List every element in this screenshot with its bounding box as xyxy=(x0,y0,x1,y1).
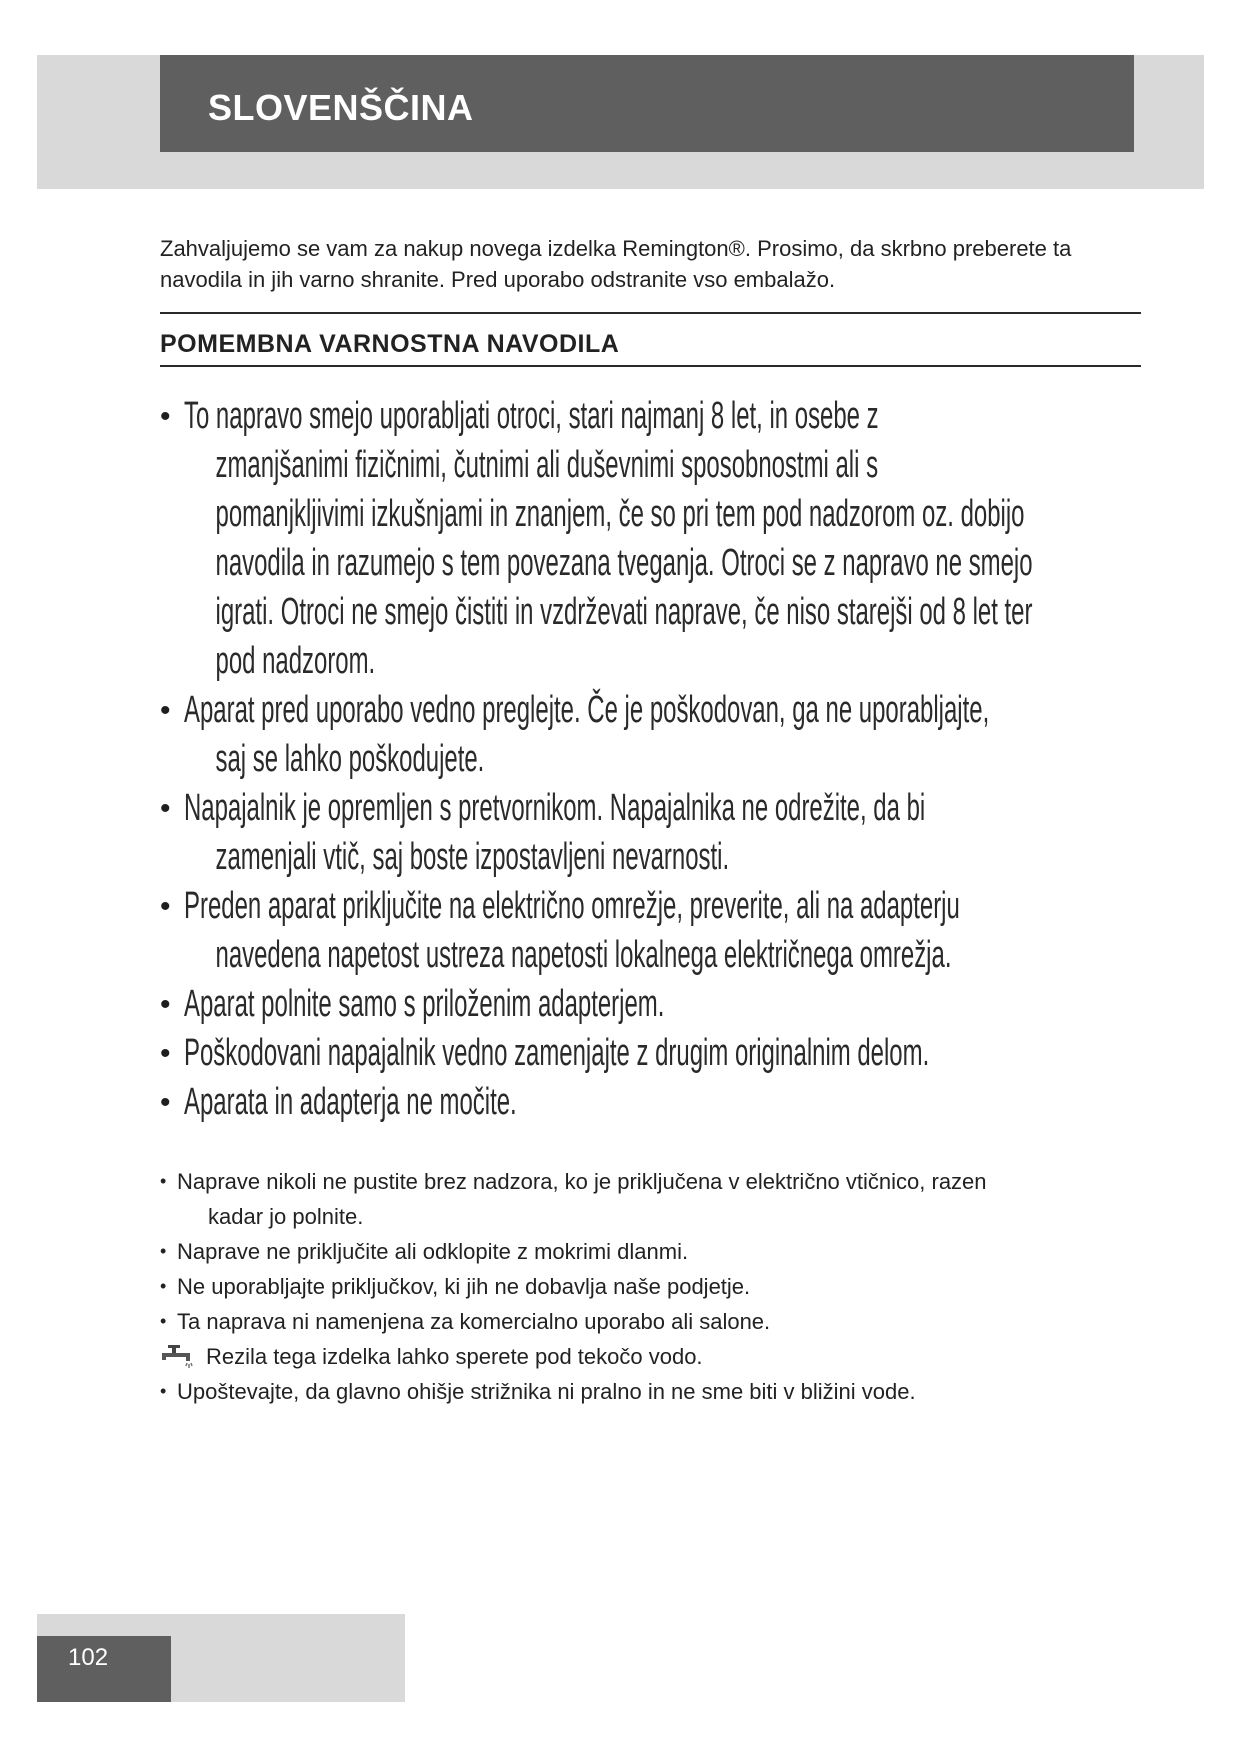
bullet: • xyxy=(160,1037,171,1070)
list-item-text xyxy=(184,784,1142,882)
list-item-text xyxy=(184,686,1142,784)
text-line: saj se lahko poškodujete. xyxy=(215,738,485,780)
bullet: • xyxy=(160,988,171,1021)
large-safety-list xyxy=(160,392,1145,1127)
intro-line: navodila in jih varno shranite. Pred uporabo odstranite vso embalažo. xyxy=(160,267,836,292)
text-line: Rezila tega izdelka lahko sperete pod tekočo vodo. xyxy=(206,1344,703,1369)
list-item xyxy=(160,686,1145,784)
water-tap-icon xyxy=(160,1342,198,1372)
text-line: zmanjšanimi fizičnimi, čutnimi ali duševnimi sposobnostmi ali s xyxy=(215,444,879,486)
text-line: pomanjkljivimi izkušnjami in znanjem, če so pri tem pod nadzorom oz. dobijo xyxy=(215,493,1025,535)
text-line: navedena napetost ustreza napetosti lokalnega električnega omrežja. xyxy=(215,934,952,976)
list-item xyxy=(160,1078,1145,1127)
list-item xyxy=(160,882,1145,980)
text-line: Aparat polnite samo s priloženim adapterjem. xyxy=(184,983,665,1025)
list-item-text xyxy=(184,980,1142,1029)
text-line: To napravo smejo uporabljati otroci, stari najmanj 8 let, in osebe z xyxy=(184,395,879,437)
bullet: • xyxy=(160,1311,167,1331)
text-line: Ne uporabljajte priključkov, ki jih ne dobavlja naše podjetje. xyxy=(177,1274,751,1299)
page-number: 102 xyxy=(68,1644,109,1671)
text-line: igrati. Otroci ne smejo čistiti in vzdrževati naprave, če niso starejši od 8 let ter xyxy=(215,591,1033,633)
text-line: kadar jo polnite. xyxy=(208,1204,364,1229)
list-item-text xyxy=(184,882,1142,980)
list-item xyxy=(160,980,1145,1029)
list-item xyxy=(160,1164,1150,1234)
text-line: navodila in razumejo s tem povezana tveganja. Otroci se z napravo ne smejo xyxy=(215,542,1033,584)
list-item xyxy=(160,1029,1145,1078)
bullet: • xyxy=(160,792,171,825)
list-item-text xyxy=(184,1029,1142,1078)
text-line: Napajalnik je opremljen s pretvornikom. Napajalnika ne odrežite, da bi xyxy=(184,787,926,829)
list-item xyxy=(160,392,1145,686)
list-item xyxy=(160,1234,1150,1269)
bullet: • xyxy=(160,1241,167,1261)
list-item-text xyxy=(184,1078,1142,1127)
text-line: zamenjali vtič, saj boste izpostavljeni nevarnosti. xyxy=(215,836,730,878)
text-line: Poškodovani napajalnik vedno zamenjajte z drugim originalnim delom. xyxy=(184,1032,930,1074)
bullet: • xyxy=(160,1086,171,1119)
list-item xyxy=(160,1304,1150,1339)
text-line: Aparat pred uporabo vedno preglejte. Če je poškodovan, ga ne uporabljajte, xyxy=(184,689,990,731)
intro-text xyxy=(160,233,1150,295)
list-item xyxy=(160,784,1145,882)
section-rule-bottom xyxy=(160,365,1141,367)
section-rule-top xyxy=(160,312,1141,314)
text-line: Preden aparat priključite na električno omrežje, preverite, ali na adapterju xyxy=(184,885,960,927)
bullet: • xyxy=(160,1171,167,1191)
bullet: • xyxy=(160,694,171,727)
language-title: SLOVENŠČINA xyxy=(208,87,474,128)
text-line: Naprave nikoli ne pustite brez nadzora, ko je priključena v električno vtičnico, razen xyxy=(177,1169,987,1194)
list-item xyxy=(160,1374,1150,1409)
bullet: • xyxy=(160,400,171,433)
text-line: pod nadzorom. xyxy=(215,640,376,682)
bullet: • xyxy=(160,890,171,923)
bullet: • xyxy=(160,1381,167,1401)
list-item xyxy=(160,1339,1150,1374)
text-line: Aparata in adapterja ne močite. xyxy=(184,1081,517,1123)
text-line: Naprave ne priključite ali odklopite z mokrimi dlanmi. xyxy=(177,1239,689,1264)
list-item xyxy=(160,1269,1150,1304)
text-line: Ta naprava ni namenjena za komercialno uporabo ali salone. xyxy=(177,1309,771,1334)
list-item-text xyxy=(184,392,1142,686)
text-line: Upoštevajte, da glavno ohišje strižnika ni pralno in ne sme biti v bližini vode. xyxy=(177,1379,916,1404)
intro-line: Zahvaljujemo se vam za nakup novega izdelka Remington®. Prosimo, da skrbno preberete ta xyxy=(160,236,1072,261)
small-safety-list xyxy=(160,1164,1150,1409)
section-title: POMEMBNA VARNOSTNA NAVODILA xyxy=(160,330,620,358)
bullet: • xyxy=(160,1276,167,1296)
